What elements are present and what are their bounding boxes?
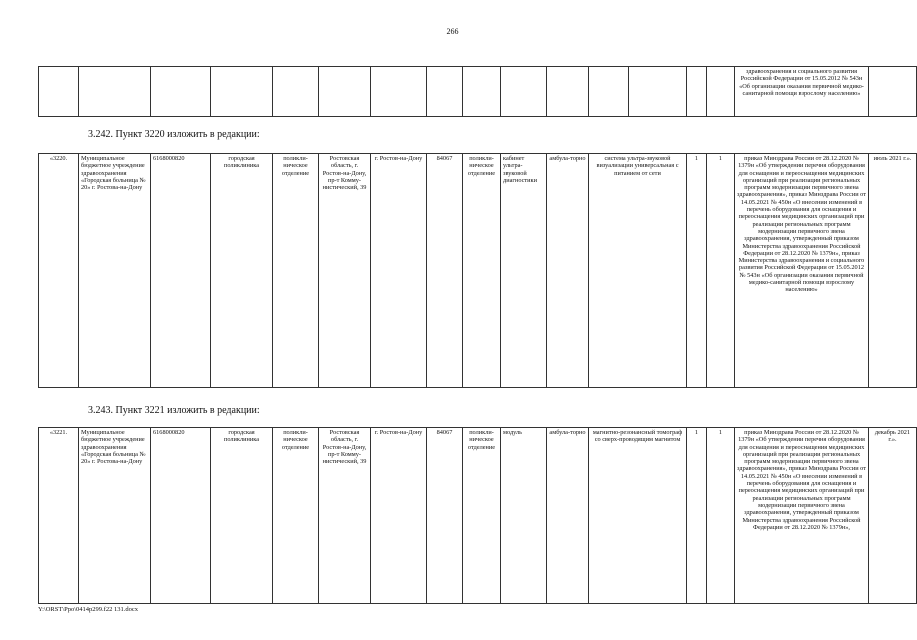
quantity-1: 1 [687, 154, 707, 388]
equipment: система ультра-звуковой визуализации универсальная с питанием от сети [589, 154, 687, 388]
data-table [38, 427, 917, 604]
page-number: 266 [446, 27, 459, 36]
file-path-footer: Y:\ORST\Ppo\0414p299.f22 131.docx [38, 606, 138, 613]
ogrn: 6168000820 [151, 428, 211, 604]
row-number: «3220. [39, 154, 79, 388]
care-form: амбула-торно [547, 428, 589, 604]
room: модуль [501, 428, 547, 604]
address: Ростовская область, г. Ростов-на-Дону, пр-т Комму-нистический, 39 [319, 428, 371, 604]
section-heading: 3.242. Пункт 3220 изложить в редакции: [88, 129, 260, 140]
oktmo: 84067 [427, 428, 463, 604]
institution-name: Муниципальное бюджетное учреждение здравоохранения «Городская больница № 20» г. Ростова-на-Дону [79, 154, 151, 388]
section-heading: 3.243. Пункт 3221 изложить в редакции: [88, 405, 260, 416]
room: кабинет ультра-звуковой диагностики [501, 154, 547, 388]
quantity-2: 1 [707, 428, 735, 604]
table-row [39, 428, 917, 604]
institution-name: Муниципальное бюджетное учреждение здравоохранения «Городская больница № 20» г. Ростова-на-Дону [79, 428, 151, 604]
oktmo: 84067 [427, 154, 463, 388]
city: г. Ростов-на-Дону [371, 428, 427, 604]
quantity-1: 1 [687, 428, 707, 604]
unit: поликли-ническое отделение [463, 154, 501, 388]
data-table [38, 153, 917, 388]
address: Ростовская область, г. Ростов-на-Дону, пр-т Комму-нистический, 39 [319, 154, 371, 388]
quantity-2: 1 [707, 154, 735, 388]
ogrn: 6168000820 [151, 154, 211, 388]
department: поликли-ническое отделение [273, 428, 319, 604]
city: г. Ростов-на-Дону [371, 154, 427, 388]
care-form: амбула-торно [547, 154, 589, 388]
unit: поликли-ническое отделение [463, 428, 501, 604]
deadline: декабрь 2021 г.». [869, 428, 917, 604]
institution-type: городская поликлиника [211, 154, 273, 388]
institution-type: городская поликлиника [211, 428, 273, 604]
equipment: магнитно-резонансный томограф со сверх-проводящим магнитом [589, 428, 687, 604]
table-row [39, 154, 917, 388]
deadline: июль 2021 г.». [869, 154, 917, 388]
row-number: «3221. [39, 428, 79, 604]
continuation-table [38, 66, 917, 117]
department: поликли-ническое отделение [273, 154, 319, 388]
order-text-cell: здравоохранения и социального развития Российской Федерации от 15.05.2012 № 543н «Об организации оказания первичной медико-санитарной помощи взрослому населению» [735, 67, 869, 117]
order-text-cell: приказ Минздрава России от 28.12.2020 № 1379н «Об утверждении перечня оборудования для оснащения и переоснащения медицинских организаций при реализации региональных программ модернизации первичного звена здравоохранения», приказ Минздрава России от 14.05.2021 № 450н «О внесении изменений в перечень оборудования для оснащения и переоснащения медицинских организаций при реализации региональных программ модернизации первичного звена здравоохранения, утвержденный приказом Министерства здравоохранения Российской Федерации от 28.12.2020 № 1379н», [735, 428, 869, 604]
order-text-cell: приказ Минздрава России от 28.12.2020 № 1379н «Об утверждении перечня оборудования для оснащения и переоснащения медицинских организаций при реализации региональных программ модернизации первичного звена здравоохранения», приказ Минздрава России от 14.05.2021 № 450н «О внесении изменений в перечень оборудования для оснащения и переоснащения медицинских организаций при реализации региональных программ модернизации первичного звена здравоохранения, утвержденный приказом Министерства здравоохранения Российской Федерации от 28.12.2020 № 1379н», приказ Министерства здравоохранения и социального развития Российской Федерации от 15.05.2012 № 543н «Об организации оказания первичной медико-санитарной помощи взрослому населению» [735, 154, 869, 388]
